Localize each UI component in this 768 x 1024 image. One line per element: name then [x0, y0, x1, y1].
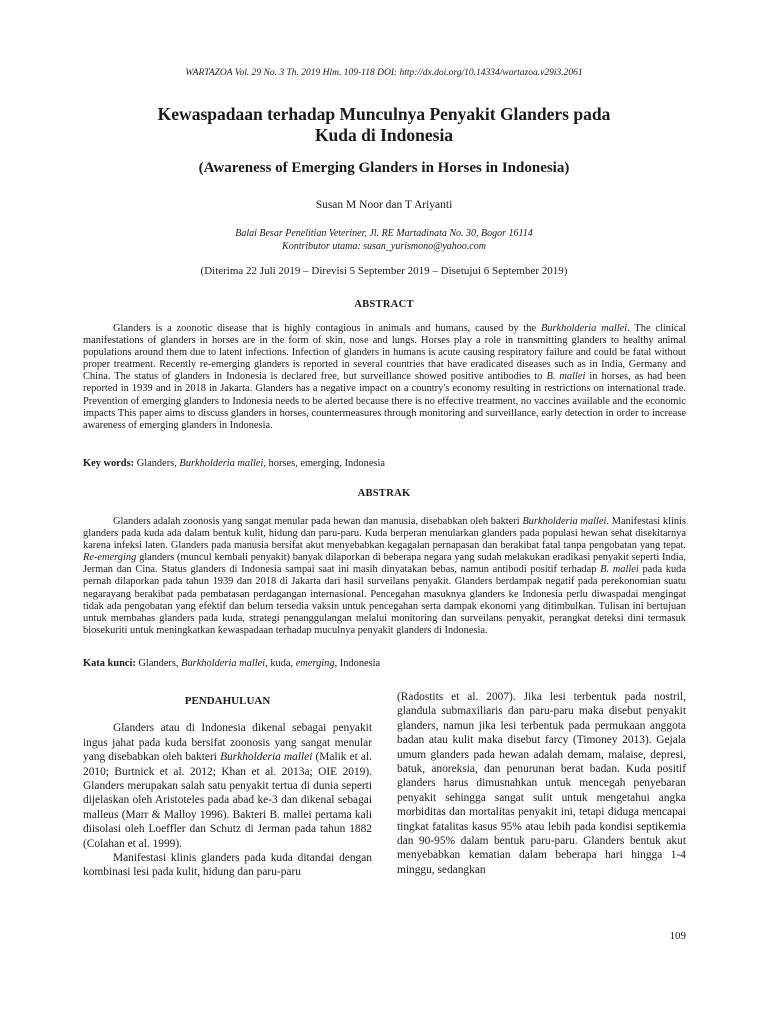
kata-kunci-label: Kata kunci:	[83, 658, 136, 669]
key-words-species: Burkholderia mallei	[179, 458, 264, 469]
title-line-1: Kewaspadaan terhadap Munculnya Penyakit Glanders pada	[157, 104, 611, 124]
abstract-text-3: in horses, as had been reported in 1939 and in 2018 in Jakarta. Glanders has a negative impact on a country's economy resulting in restrictions on international trade. Prevention of emerging glanders to Indonesia needs to be alerted because there is no effective treatment, no vaccines available and the economic impacts This paper aims to discuss glanders in horses, countermeasures through monitoring and surveillance, early detection in order to increase awareness of emerging glanders in Indonesia.	[83, 371, 686, 431]
intro-paragraph-1	[83, 721, 372, 851]
kata-kunci-text-3: , Indonesia	[334, 658, 381, 669]
journal-header: WARTAZOA Vol. 29 No. 3 Th. 2019 Hlm. 109-118 DOI: http://dx.doi.org/10.14334/wartazoa.v29i3.2061	[185, 68, 583, 78]
abstrak-reemerging: Re-emerging	[83, 552, 137, 564]
page-number: 109	[669, 930, 686, 942]
abstract-text-1: Glanders is a zoonotic disease that is highly contagious in animals and humans, caused by the	[113, 323, 541, 334]
paper-title	[84, 104, 684, 146]
abstrak-text-3: glanders (muncul kembali penyakit) banyak dilaporkan di beberapa negara yang sudah melakukan eradikasi penyakit seperti India, Jerman dan Cina. Status glanders di Indonesia sampai saat ini masih dinyatakan bebas, namun antibodi positif terhadap	[83, 552, 686, 576]
paper-subtitle: (Awareness of Emerging Glanders in Horses in Indonesia)	[198, 160, 570, 176]
abstract-species-short: B. mallei	[546, 371, 586, 383]
section-heading-pendahuluan: PENDAHULUAN	[184, 695, 271, 707]
key-words-text-1: Glanders,	[134, 458, 180, 469]
abstrak-body	[83, 516, 686, 637]
kata-kunci	[83, 658, 686, 669]
abstrak-text-4: pada kuda pernah dilaporkan pada tahun 1939 dan 2018 di Jakarta dari hasil surveilans penyakit. Glanders berdampak negatif pada perekonomian suatu negarayang berakibat pada pembatasan perdagangan internasional. Pencegahan masuknya glanders ke Indonesia perlu diwaspadai mengingat tidak ada pengobatan yang efektif dan belum tersedia vaksin untuk pencegahan serta dampak ekonomi yang ditimbulkan. Tulisan ini bertujuan untuk membahas glanders pada kuda, strategi penanggulangan melalui monitoring dan surveilans penyakit, perangkat deteksi dini termasuk biosekuriti untuk meningkatkan kewaspadaan terhadap muculnya penyakit glanders di Indonesia.	[83, 564, 686, 636]
left-column	[83, 690, 372, 880]
affiliation	[0, 227, 768, 253]
abstract-text-2: . The clinical manifestations of glanders in horses are in the form of skin, nose and lungs. Horses play a role in transmitting glanders to healthy animal populations around them due to latent infections. Infection of glanders in humans is acute causing respiratory failure and could be fatal without proper treatment. Recently re-emerging glanders is reported in several countries that have eradicated diseases such as in India, Germany and China. The status of glanders in Indonesia is declared free, but surveillance showed positive antibodies to	[83, 323, 686, 383]
intro-p1-text-1: Glanders atau di Indonesia dikenal sebagai penyakit ingus jahat pada kuda bersifat zoonosis yang sangat menular yang disebabkan oleh bakteri	[83, 722, 372, 764]
key-words-label: Key words:	[83, 458, 135, 469]
intro-p1-text-2: (Malik et al. 2010; Burtnick et al. 2012; Khan et al. 2013a; OIE 2019). Glanders merupakan salah satu penyakit tertua di dunia seperti dijelaskan oleh Aristoteles pada abad ke-3 dan dikenal sebagai malleus (Marr & Malloy 1996). Bakteri B. mallei pertama kali diisolasi oleh Loeffler dan Schutz di Jerman pada tahun 1882 (Colahan et al. 1999).	[83, 751, 373, 850]
intro-paragraph-2: Manifestasi klinis glanders pada kuda ditandai dengan kombinasi lesi pada kulit, hidung dan paru-paru	[83, 852, 372, 879]
abstrak-text-1: Glanders adalah zoonosis yang sangat menular pada hewan dan manusia, disebabkan oleh bakteri	[113, 516, 523, 527]
kata-kunci-species: Burkholderia mallei	[181, 658, 266, 669]
kata-kunci-emerging: emerging	[295, 658, 335, 669]
key-words	[83, 458, 686, 469]
authors: Susan M Noor dan T Ariyanti	[315, 199, 453, 211]
title-line-2: Kuda di Indonesia	[314, 125, 454, 145]
abstrak-paragraph	[83, 516, 686, 637]
right-column	[397, 690, 686, 877]
contact-email: Kontributor utama: susan_yurismono@yahoo.com	[282, 241, 486, 252]
kata-kunci-text-2: , kuda,	[265, 658, 296, 669]
intro-p1-species: Burkholderia mallei	[220, 751, 313, 764]
affiliation-address: Balai Besar Penelitian Veteriner, Jl. RE Martadinata No. 30, Bogor 16114	[235, 228, 533, 239]
abstract-body	[83, 323, 686, 432]
abstrak-species-short: B. mallei	[600, 564, 639, 576]
abstrak-species: Burkholderia mallei	[522, 516, 607, 527]
abstract-species: Burkholderia mallei	[540, 323, 628, 334]
key-words-text-2: , horses, emerging, Indonesia	[263, 458, 385, 469]
submission-dates: (Diterima 22 Juli 2019 – Direvisi 5 September 2019 – Disetujui 6 September 2019)	[200, 265, 568, 277]
abstrak-text-2: . Manifestasi klinis glanders pada kuda ada dalam bentuk kulit, hidung dan paru-paru. Kuda berperan menularkan glanders pada populasi hewan sehat disekitarnya karena infeksi laten. Glanders pada manusia bersifat akut menyebabkan kegagalan pernapasan dan berakibat fatal tanpa pengobatan yang tepat.	[83, 516, 686, 552]
abstract-heading: ABSTRACT	[354, 299, 414, 310]
abstract-paragraph	[83, 323, 686, 432]
kata-kunci-text-1: Glanders,	[135, 658, 182, 669]
intro-continued-paragraph: (Radostits et al. 2007). Jika lesi terbentuk pada nostril, glandula submaxiliaris dan paru-paru maka disebut penyakit glanders, namun jika lesi terbentuk pada permukaan anggota badan atau kulit maka disebut farcy (Timoney 2013). Gejala umum glanders pada hewan adalah demam, malaise, depresi, batuk, anoreksia, dan penurunan berat badan. Kuda positif glanders harus dimusnahkan untuk mencegah penyebaran penyakit sehingga sangat sulit untuk mengetahui angka morbiditas dan mortalitas penyakit ini, tetapi diduga mencapai tingkat fatalitas kasus 95% atau lebih pada kondisi septikemia dan 90-95% dalam bentuk paru-paru. Glanders bentuk akut menyebabkan kematian dalam beberapa hari hingga 1-4 minggu, sedangkan	[397, 691, 686, 876]
abstrak-heading: ABSTRAK	[357, 488, 411, 499]
